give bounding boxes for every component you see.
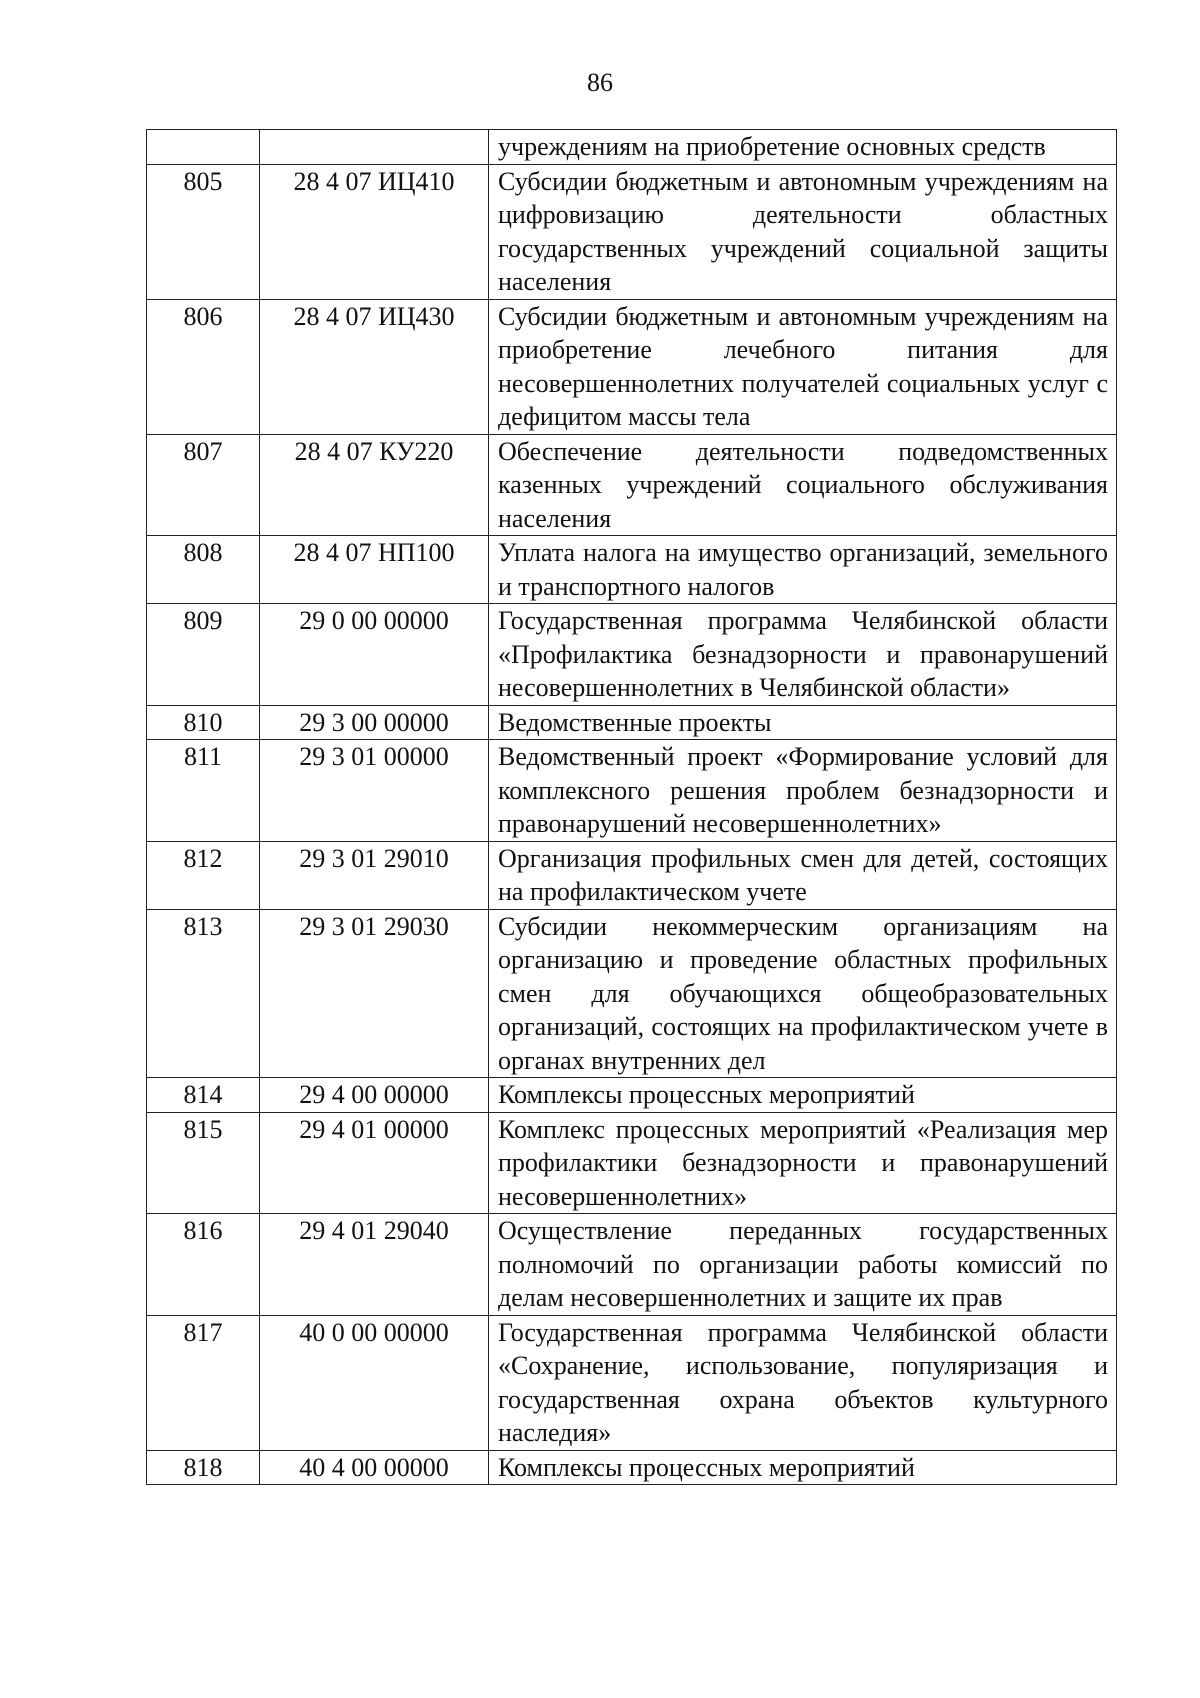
row-description-text: Субсидии бюджетным и автономным учреждениям на цифровизацию деятельности областных государственных учреждений социальной защиты населения — [498, 166, 1108, 296]
row-code: 28 4 07 ИЦ410 — [260, 164, 489, 299]
table-row — [147, 434, 1117, 536]
row-number: 808 — [147, 536, 260, 604]
row-description — [489, 1078, 1117, 1113]
page-number: 86 — [587, 68, 613, 97]
row-number: 818 — [147, 1450, 260, 1485]
row-code: 29 3 01 00000 — [260, 740, 489, 842]
row-description — [489, 1450, 1117, 1485]
row-code — [260, 130, 489, 165]
row-description — [489, 1214, 1117, 1316]
row-number: 807 — [147, 434, 260, 536]
row-description-text: Государственная программа Челябинской области «Профилактика безнадзорности и правонарушений несовершеннолетних в Челябинской области» — [498, 606, 1108, 702]
row-description-text: Уплата налога на имущество организаций, земельного и транспортного налогов — [498, 538, 1108, 601]
row-number: 809 — [147, 604, 260, 706]
row-description — [489, 909, 1117, 1078]
row-number: 814 — [147, 1078, 260, 1113]
row-description — [489, 164, 1117, 299]
row-description-text: учреждениям на приобретение основных средств — [498, 132, 1046, 161]
row-code: 29 4 01 29040 — [260, 1214, 489, 1316]
row-code: 29 4 01 00000 — [260, 1112, 489, 1214]
table-row — [147, 1112, 1117, 1214]
table-row — [147, 604, 1117, 706]
row-description-text: Ведомственные проекты — [498, 707, 772, 737]
row-number: 813 — [147, 909, 260, 1078]
table-row — [147, 536, 1117, 604]
row-description-text: Субсидии некоммерческим организациям на организацию и проведение областных профильных смен для обучающихся общеобразовательных организаций, состоящих на профилактическом учете в органах внутренних дел — [498, 911, 1108, 1075]
row-description — [489, 536, 1117, 604]
row-description-text: Комплекс процессных мероприятий «Реализация мер профилактики безнадзорности и правонарушений несовершеннолетних» — [498, 1114, 1108, 1211]
row-description — [489, 604, 1117, 706]
row-number: 817 — [147, 1315, 260, 1450]
row-description-text: Обеспечение деятельности подведомственных казенных учреждений социального обслуживания населения — [498, 436, 1108, 533]
table-row — [147, 1078, 1117, 1113]
row-code: 40 0 00 00000 — [260, 1315, 489, 1450]
row-description-text: Ведомственный проект «Формирование условий для комплексного решения проблем безнадзорности и правонарушений несовершеннолетних» — [498, 742, 1108, 838]
row-description-text: Субсидии бюджетным и автономным учреждениям на приобретение лечебного питания для несовершеннолетних получателей социальных услуг с дефицитом массы тела — [498, 301, 1108, 431]
table-row — [147, 841, 1117, 909]
table-row — [147, 130, 1117, 165]
row-code: 29 0 00 00000 — [260, 604, 489, 706]
row-description — [489, 705, 1117, 740]
row-code: 28 4 07 КУ220 — [260, 434, 489, 536]
row-description — [489, 434, 1117, 536]
row-number: 810 — [147, 705, 260, 740]
row-description — [489, 299, 1117, 434]
budget-classification-table — [146, 129, 1117, 1485]
row-number: 815 — [147, 1112, 260, 1214]
row-code: 29 3 01 29010 — [260, 841, 489, 909]
table-row — [147, 299, 1117, 434]
row-description-text: Организация профильных смен для детей, состоящих на профилактическом учете — [498, 843, 1108, 906]
row-code: 40 4 00 00000 — [260, 1450, 489, 1485]
table-row — [147, 1450, 1117, 1485]
row-code: 29 3 01 29030 — [260, 909, 489, 1078]
row-number: 816 — [147, 1214, 260, 1316]
row-code: 28 4 07 ИЦ430 — [260, 299, 489, 434]
table-row — [147, 909, 1117, 1078]
row-number — [147, 130, 260, 165]
row-description — [489, 1315, 1117, 1450]
table-row — [147, 705, 1117, 740]
row-description — [489, 740, 1117, 842]
row-code: 29 4 00 00000 — [260, 1078, 489, 1113]
table-row — [147, 1315, 1117, 1450]
row-description-text: Государственная программа Челябинской области «Сохранение, использование, популяризация и государственная охрана объектов культурного наследия» — [498, 1317, 1108, 1447]
row-description — [489, 841, 1117, 909]
row-code: 28 4 07 НП100 — [260, 536, 489, 604]
row-description — [489, 130, 1117, 165]
row-description-text: Комплексы процессных мероприятий — [498, 1452, 915, 1482]
row-number: 806 — [147, 299, 260, 434]
row-code: 29 3 00 00000 — [260, 705, 489, 740]
row-number: 805 — [147, 164, 260, 299]
row-number: 812 — [147, 841, 260, 909]
row-description-text: Комплексы процессных мероприятий — [498, 1080, 915, 1109]
table-row — [147, 1214, 1117, 1316]
table-row — [147, 740, 1117, 842]
table-row — [147, 164, 1117, 299]
row-description-text: Осуществление переданных государственных полномочий по организации работы комиссий по делам несовершеннолетних и защите их прав — [498, 1216, 1108, 1312]
row-number: 811 — [147, 740, 260, 842]
row-description — [489, 1112, 1117, 1214]
